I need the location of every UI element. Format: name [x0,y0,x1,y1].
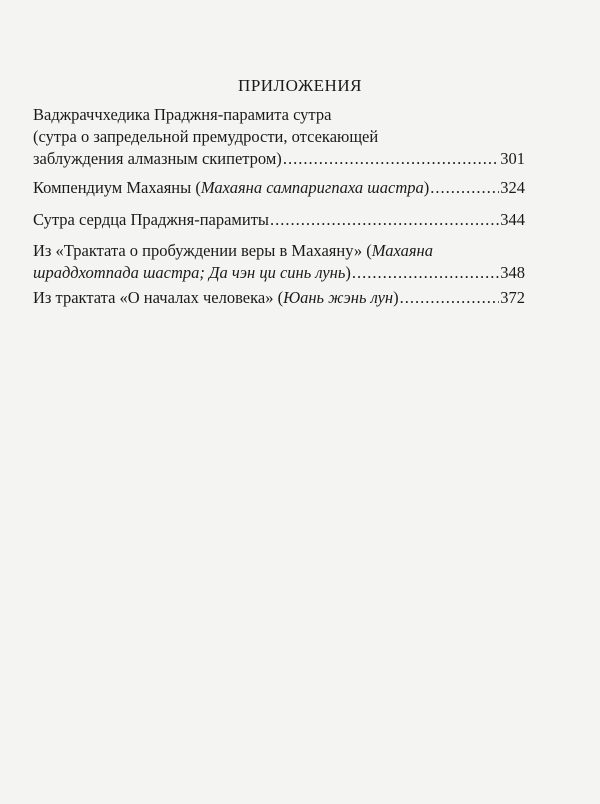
toc-entry-awakening-of-faith[interactable] [33,240,525,284]
toc-entry-leader-line [33,287,525,309]
toc-entry-italic: Махаяна сампаригпаха шастра [200,178,424,197]
dot-leader [283,148,499,170]
page-number: 372 [500,288,525,307]
dot-leader [352,262,499,284]
toc-entry-compendium[interactable] [33,177,525,199]
toc-entry-leader-line [33,209,525,231]
toc-entry-text: Из «Трактата о пробуждении веры в Махаяну» ( [33,241,372,260]
toc-entry-vajracchedika[interactable] [33,104,525,170]
dot-leader [430,177,499,199]
toc-entry-leader-line [33,262,525,284]
dot-leader [270,209,499,231]
page-number: 324 [500,178,525,197]
toc-entry-leader-line [33,177,525,199]
toc-entry-title [33,287,399,309]
page-number: 348 [500,263,525,282]
toc-entry-italic: Юань жэнь лун [283,288,394,307]
toc-entry-line: заблуждения алмазным скипетром) [33,149,282,168]
toc-entry-title [33,177,429,199]
toc-entry-italic: шраддхотпада шастра; Да чэн ци синь лунь [33,263,346,282]
toc-entry-text-end: ) [345,263,351,282]
toc-entry-text-end: ) [423,178,430,197]
toc-entry-text-end: ) [393,288,399,307]
toc-entry-leader-line [33,148,525,170]
toc-entry-italic: Махаяна [371,241,433,260]
toc-entry-line [33,240,525,262]
toc-entry-line: (сутра о запредельной премудрости, отсекающей [33,127,379,146]
page-number: 301 [500,149,525,168]
page-title: ПРИЛОЖЕНИЯ [238,76,362,95]
dot-leader [400,287,500,309]
toc-entry-title: Сутра сердца Праджня-парамиты [33,210,270,229]
toc-entry-heart-sutra[interactable] [33,209,525,231]
toc-entry-text: Из трактата «О началах человека» ( [33,288,284,307]
page-number: 344 [500,210,525,229]
toc-entry-line: Ваджраччхедика Праджня-парамита сутра [33,105,332,124]
toc-entry-text: Компендиум Махаяны ( [33,178,201,197]
toc-entry-origins-of-man[interactable] [33,287,525,309]
toc-entry-title [33,262,351,284]
